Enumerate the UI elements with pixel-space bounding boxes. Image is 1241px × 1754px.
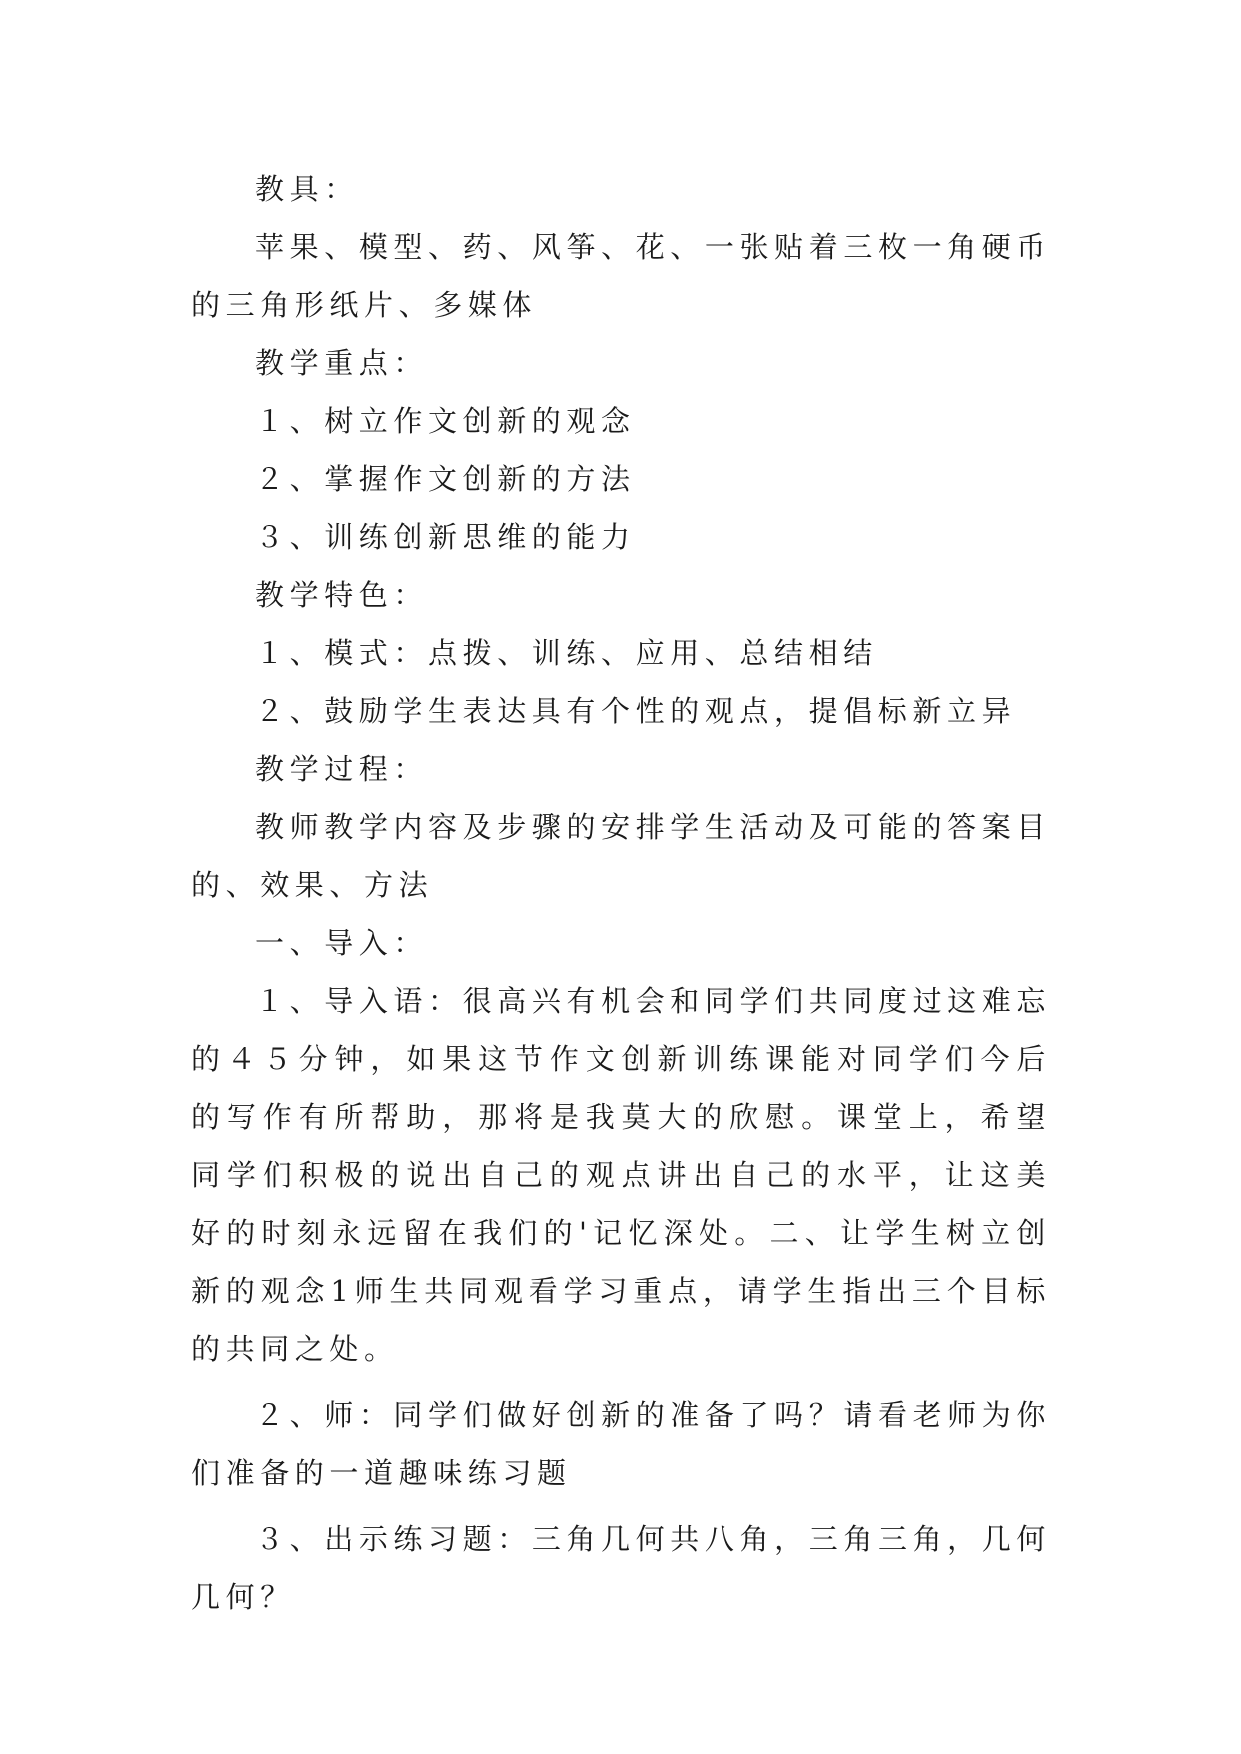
paragraph-key-points-heading: 教学重点： <box>255 346 429 380</box>
paragraph-key-point-3: ３、训练创新思维的能力 <box>255 520 636 554</box>
paragraph-intro-2: ２、师：同学们做好创新的准备了吗？请看老师为你们准备的一道趣味练习题 <box>191 1398 1051 1490</box>
document-body <box>191 160 1051 1626</box>
paragraph-key-point-1: １、树立作文创新的观念 <box>255 404 636 438</box>
paragraph-feature-1: １、模式：点拨、训练、应用、总结相结 <box>255 636 878 670</box>
paragraph-intro-heading: 一、导入： <box>255 926 429 960</box>
paragraph-intro-3: ３、出示练习题：三角几何共八角，三角三角，几何几何？ <box>191 1522 1051 1614</box>
paragraph-teaching-aids: 苹果、模型、药、风筝、花、一张贴着三枚一角硬币的三角形纸片、多媒体 <box>191 230 1051 322</box>
paragraph-process-columns: 教师教学内容及步骤的安排学生活动及可能的答案目的、效果、方法 <box>191 810 1051 902</box>
paragraph-intro-1: １、导入语：很高兴有机会和同学们共同度过这难忘的４５分钟，如果这节作文创新训练课能对同学们今后的写作有所帮助，那将是我莫大的欣慰。课堂上，希望同学们积极的说出自己的观点讲出自己的水平，让这美好的时刻永远留在我们的'记忆深处。二、让学生树立创新的观念1师生共同观看学习重点，请学生指出三个目标的共同之处。 <box>191 984 1051 1366</box>
paragraph-features-heading: 教学特色： <box>255 578 429 612</box>
paragraph-feature-2: ２、鼓励学生表达具有个性的观点，提倡标新立异 <box>255 694 1017 728</box>
paragraph-key-point-2: ２、掌握作文创新的方法 <box>255 462 636 496</box>
paragraph-teaching-aids-heading: 教具： <box>255 172 359 206</box>
paragraph-process-heading: 教学过程： <box>255 752 429 786</box>
